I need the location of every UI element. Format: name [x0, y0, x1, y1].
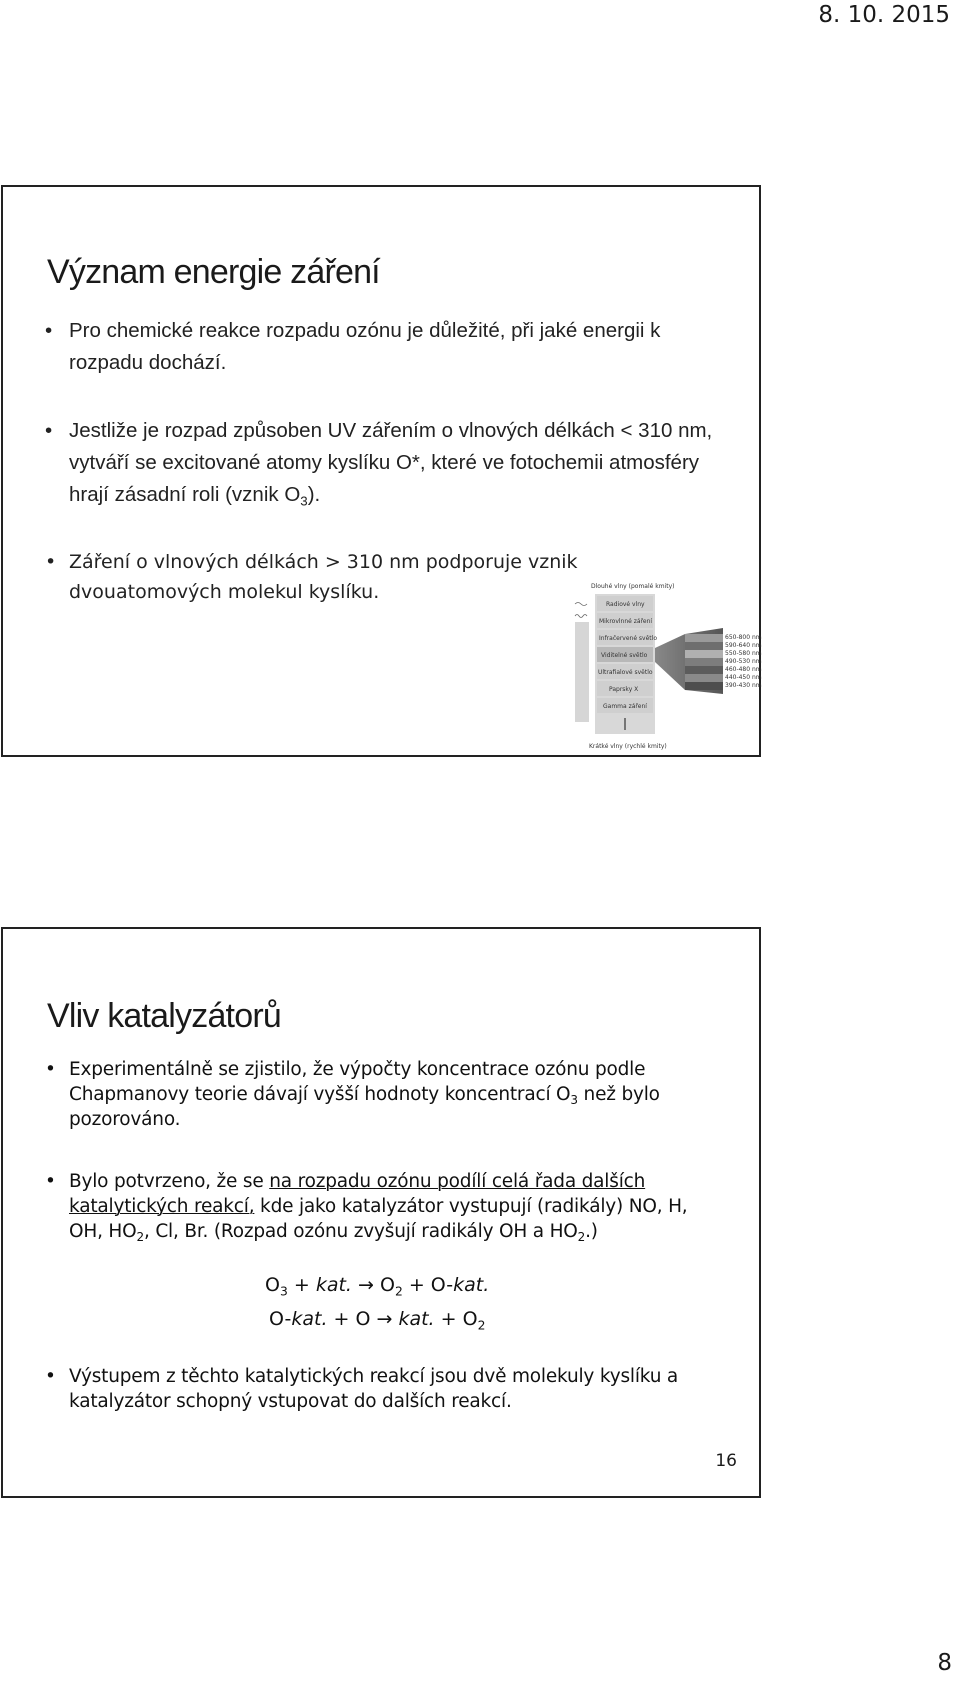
svg-text:490-530 nm: 490-530 nm	[725, 658, 762, 665]
slide-energie-zareni	[1, 185, 761, 757]
em-spectrum-figure	[573, 582, 763, 750]
svg-text:460-480 nm: 460-480 nm	[725, 666, 762, 673]
bullet-list	[45, 315, 735, 607]
bullet-item	[45, 1364, 725, 1414]
bullet-text: Záření o vlnových délkách > 310 nm podporuje vznik dvouatomových molekul kyslíku.	[69, 551, 578, 603]
subscript: 3	[300, 493, 308, 509]
slide-number: 16	[715, 1451, 737, 1471]
band-label: Gamma záření	[603, 703, 647, 710]
bullet-text: než bylo pozorováno.	[69, 1084, 660, 1130]
equation-2: O-kat. + O → kat. + $O_2$	[269, 1308, 486, 1333]
header-date: 8. 10. 2015	[818, 2, 950, 28]
svg-text:440-450 nm: 440-450 nm	[725, 674, 762, 681]
spectrum-top-label: Dlouhé vlny (pomalé kmity)	[591, 583, 675, 590]
wave-icon	[575, 603, 587, 618]
svg-text:390-430 nm: 390-430 nm	[725, 682, 762, 689]
svg-text:650-800 nm: 650-800 nm	[725, 634, 762, 641]
bullet-text: kde jako katalyzátor vystupují (radikály) NO, H, OH, HO	[69, 1196, 688, 1242]
subscript: 3	[570, 1093, 578, 1108]
visible-stripes	[685, 634, 723, 690]
band-label: Paprsky X	[609, 686, 639, 693]
bullet-item	[45, 1057, 725, 1132]
subscript: 2	[136, 1230, 144, 1245]
bullet-item	[45, 415, 735, 511]
band-label: Viditelné světlo	[601, 652, 648, 659]
slide-title: Vliv katalyzátorů	[47, 997, 281, 1035]
subscript: 2	[577, 1230, 586, 1245]
band-labels	[597, 596, 657, 713]
svg-text:550-580 nm: 550-580 nm	[725, 650, 762, 657]
bullet-text: .)	[585, 1221, 598, 1242]
band-label: Infračervené světlo	[599, 635, 657, 642]
bullet-text: Jestliže je rozpad způsoben UV zářením o vlnových délkách < 310 nm, vytváří se excitované atomy kyslíku O*, které ve fotochemii atmosféry hrají zásadní roli (vznik O	[69, 419, 713, 506]
spectrum-bottom-label: Krátké vlny (rychlé kmity)	[589, 743, 667, 750]
svg-text:590-640 nm: 590-640 nm	[725, 642, 762, 649]
page-number: 8	[937, 1650, 952, 1676]
slide-vliv-katalyzatoru	[1, 927, 761, 1498]
bullet-item	[45, 547, 589, 607]
slide-title: Význam energie záření	[47, 253, 380, 291]
underlined-text: na rozpadu ozónu podílí celá řada dalších katalytických reakcí,	[69, 1171, 646, 1217]
band-label: Mikrovlnné záření	[599, 618, 653, 625]
bullet-text: ).	[307, 483, 321, 506]
bullet-text: Pro chemické reakce rozpadu ozónu je důležité, při jaké energii k rozpadu dochází.	[69, 319, 661, 374]
equation-1: $O_3$ + kat. → $O_2 + O-kat$.	[265, 1274, 490, 1299]
wave-pattern	[575, 622, 589, 722]
band-label: Radiové vlny	[606, 601, 645, 608]
bullet-text: Výstupem z těchto katalytických reakcí jsou dvě molekuly kyslíku a katalyzátor schopný vstupovat do dalších reakcí.	[69, 1366, 679, 1412]
bullet-text: , Cl, Br. (Rozpad ozónu zvyšují radikály OH a HO	[143, 1221, 578, 1242]
bullet-item	[45, 315, 735, 379]
bullet-text: Experimentálně se zjistilo, že výpočty koncentrace ozónu podle Chapmanovy teorie dávají vyšší hodnoty koncentrací O	[69, 1059, 646, 1105]
bullet-list	[45, 1364, 725, 1414]
bullet-list	[45, 1057, 725, 1244]
bullet-item	[45, 1169, 725, 1244]
visible-range-labels	[725, 634, 762, 689]
band-label: Ultrafialové světlo	[598, 669, 653, 676]
bullet-text: Bylo potvrzeno, že se	[69, 1171, 270, 1192]
